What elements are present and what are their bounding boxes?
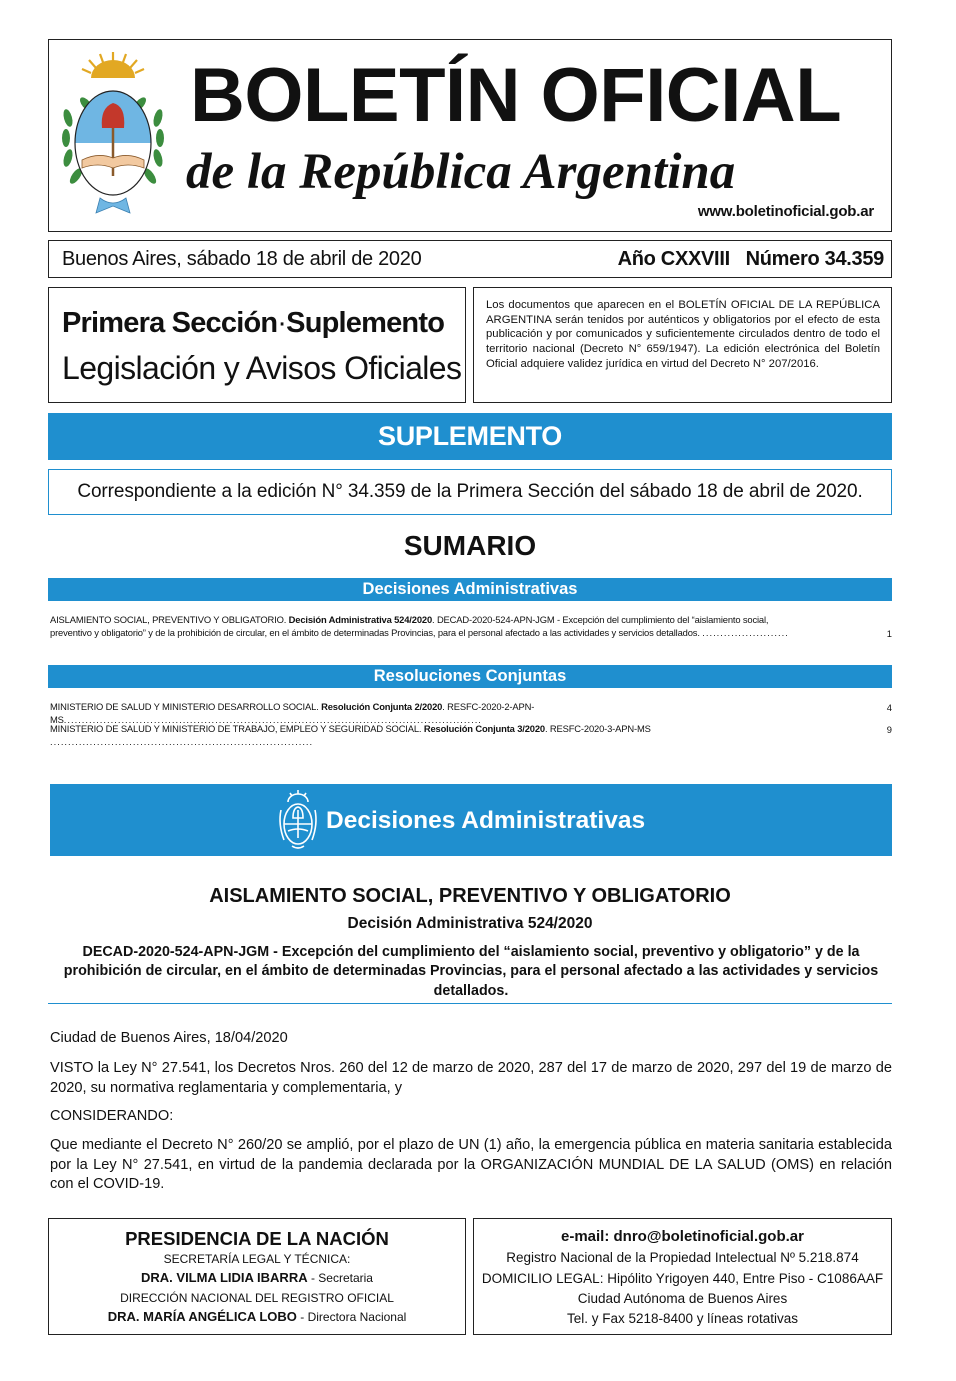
footer-person1 (48, 1269, 466, 1287)
entry-title: Resolución Conjunta 3/2020 (423, 723, 545, 734)
article-considerando: CONSIDERANDO: (50, 1108, 174, 1124)
issue-number (618, 247, 884, 271)
article-title: AISLAMIENTO SOCIAL, PREVENTIVO Y OBLIGATORIO (209, 885, 731, 907)
footer-person1-name: DRA. VILMA LIDIA IBARRA (141, 1270, 308, 1285)
entry-prefix: AISLAMIENTO SOCIAL, PREVENTIVO Y OBLIGATORIO. (50, 614, 289, 625)
masthead-title: BOLETÍN OFICIAL (190, 53, 842, 138)
article-summary: DECAD-2020-524-APN-JGM - Excepción del cumplimiento del “aislamiento social, preventivo y obligatorio” y de la prohibición de circular, en el ámbito de determinadas Provincias, para el personal afectado a las actividades y servicios detallados. (63, 944, 879, 999)
section-band-title: Decisiones Administrativas (326, 807, 646, 834)
entry-leader-dots: ......................................................................... (50, 736, 314, 747)
sumario-category-decisiones: Decisiones Administrativas (48, 578, 892, 601)
publication-date: Buenos Aires, sábado 18 de abril de 2020 (62, 248, 422, 270)
masthead-url-link[interactable]: www.boletinoficial.gob.ar (697, 203, 874, 220)
footer-org: PRESIDENCIA DE LA NACIÓN (125, 1228, 389, 1249)
entry-prefix: MINISTERIO DE SALUD Y MINISTERIO DE TRABAJO, EMPLEO Y SEGURIDAD SOCIAL. (50, 723, 424, 734)
entry-rest: . RESFC-2020-2-APN-MS (50, 701, 535, 725)
footer-email-link[interactable]: e-mail: dnro@boletinoficial.gob.ar (561, 1228, 804, 1245)
footer-secretariat: SECRETARÍA LEGAL Y TÉCNICA: (163, 1252, 351, 1266)
argentina-coat-of-arms-icon (58, 48, 168, 226)
entry-page-number[interactable]: 1 (886, 628, 892, 639)
sumario-entry-line[interactable] (50, 613, 892, 626)
footer-telefono: Tel. y Fax 5218-8400 y líneas rotativas (566, 1311, 799, 1326)
issue-text: Año CXXVIII Número 34.359 (617, 248, 884, 270)
entry-rest: . DECAD-2020-524-APN-JGM - Excepción del cumplimiento del “aislamiento social, (432, 614, 769, 625)
article-divider (48, 1003, 892, 1004)
section-title-separator: · (277, 307, 287, 339)
sumario-entry-line[interactable] (50, 722, 892, 748)
article-place-date: Ciudad de Buenos Aires, 18/04/2020 (50, 1030, 288, 1046)
entry-leader-dots: .................................................................................................................... (63, 714, 482, 725)
footer-registro: Registro Nacional de la Propiedad Intelectual Nº 5.218.874 (506, 1250, 859, 1265)
footer-directorate: DIRECCIÓN NACIONAL DEL REGISTRO OFICIAL (120, 1291, 394, 1305)
article-paragraph: Que mediante el Decreto N° 260/20 se amplió, por el plazo de UN (1) año, la emergencia pública en materia sanitaria establecida por la Ley N° 27.541, en virtud de la pandemia declarada por la ORGANIZACIÓN MUNDIAL DE LA SALUD (OMS) en relación con el COVID-19. (50, 1137, 892, 1192)
masthead-subtitle: de la República Argentina (186, 144, 736, 200)
entry-leader-dots: ........................ (702, 627, 789, 638)
entry-rest: . RESFC-2020-3-APN-MS (544, 723, 651, 734)
supplement-title: SUPLEMENTO (377, 421, 563, 451)
section-title-part2: Suplemento (286, 307, 445, 339)
article-visto: VISTO la Ley N° 27.541, los Decretos Nros. 260 del 12 de marzo de 2020, 287 del 17 de marzo de 2020, 297 del 19 de marzo de 2020, su normativa reglamentaria y complementaria, y (50, 1060, 892, 1096)
coat-of-arms-outline-icon (276, 788, 320, 852)
entry-prefix: MINISTERIO DE SALUD Y MINISTERIO DESARROLLO SOCIAL. (50, 701, 322, 712)
entry-title: Resolución Conjunta 2/2020 (321, 701, 443, 712)
section-title-part1: Primera Sección (62, 307, 278, 339)
entry-title: Decisión Administrativa 524/2020 (288, 614, 433, 625)
sumario-heading: SUMARIO (403, 530, 537, 561)
footer-person2 (48, 1308, 466, 1326)
section-title (62, 305, 444, 341)
sumario-entry-line2[interactable] (50, 626, 892, 639)
entry-page-number[interactable]: 4 (886, 702, 892, 713)
footer-domicilio: DOMICILIO LEGAL: Hipólito Yrigoyen 440, Entre Piso - C1086AAF (481, 1271, 884, 1286)
section-subtitle: Legislación y Avisos Oficiales (62, 350, 462, 386)
entry-continuation: preventivo y obligatorio” y de la prohibición de circular, en el ámbito de determinadas Provincias, para el personal afectado a las actividades y servicios detallados. (50, 627, 703, 638)
entry-page-number[interactable]: 9 (886, 724, 892, 735)
edition-text: Correspondiente a la edición N° 34.359 de la Primera Sección del sábado 18 de abril de 2020. (77, 481, 863, 502)
footer-person2-name: DRA. MARÍA ANGÉLICA LOBO (107, 1309, 297, 1324)
article-decision: Decisión Administrativa 524/2020 (347, 915, 593, 932)
legal-notice-text: Los documentos que aparecen en el BOLETÍN OFICIAL DE LA REPÚBLICA ARGENTINA serán tenidos por auténticos y obligatorios por el efecto de esta publicación y por comunicados y suficientemente circulados dentro de todo el territorio nacional (Decreto N° 659/1947). La edición electrónica del Boletín Oficial adquiere validez jurídica en virtud del Decreto N° 207/2016. (486, 299, 880, 370)
sumario-category-resoluciones: Resoluciones Conjuntas (48, 665, 892, 688)
footer-person2-role: - Directora Nacional (296, 1310, 407, 1324)
footer-person1-role: - Secretaria (307, 1271, 373, 1285)
footer-ciudad: Ciudad Autónoma de Buenos Aires (577, 1291, 788, 1306)
